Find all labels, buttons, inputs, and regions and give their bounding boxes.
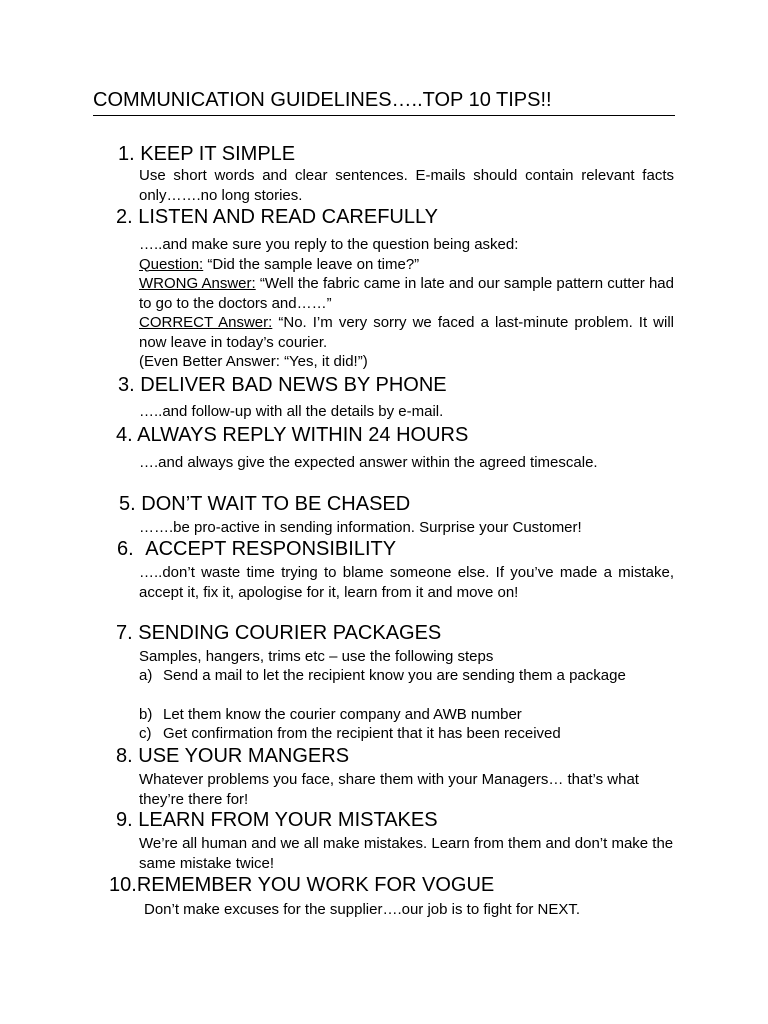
tip-2-intro: …..and make sure you reply to the question being asked: [139,236,519,253]
tip-9-title: LEARN FROM YOUR MISTAKES [138,809,438,831]
tip-3-heading [118,373,447,397]
tip-4-number: 4. [116,424,133,446]
wrong-answer-label: WRONG Answer: [139,275,256,292]
tip-9-number: 9. [116,809,133,831]
tip-5-heading [119,492,410,516]
tip-10-heading [109,873,494,897]
tip-1-number: 1. [118,143,135,165]
tip-6-body: …..don’t waste time trying to blame someone else. If you’ve made a mistake, accept it, fix it, apologise for it, learn from it and move on! [139,564,674,601]
tip-8-number: 8. [116,745,133,767]
tip-7-step-c [139,724,674,744]
tip-4-title: ALWAYS REPLY WITHIN 24 HOURS [137,424,469,446]
step-a-label: a) [139,667,153,684]
tip-1-heading [118,142,295,166]
tip-7-heading [116,621,441,645]
tip-7-title: SENDING COURIER PACKAGES [138,622,442,644]
tip-3-body: …..and follow-up with all the details by e-mail. [139,403,444,420]
tip-7-step-b [139,705,674,725]
tip-5-body: …….be pro-active in sending information. Surprise your Customer! [139,519,582,536]
tip-9-body: We’re all human and we all make mistakes. Learn from them and don’t make the same mistake twice! [139,835,674,872]
tip-10-title: REMEMBER YOU WORK FOR VOGUE [136,874,495,896]
document-title: COMMUNICATION GUIDELINES…..TOP 10 TIPS!! [93,89,552,111]
tip-7-intro: Samples, hangers, trims etc – use the following steps [139,648,494,665]
tip-6-title: ACCEPT RESPONSIBILITY [145,538,397,560]
step-a-text: Send a mail to let the recipient know you are sending them a package [163,667,626,684]
tip-2-number: 2. [116,206,133,228]
tip-5-title: DON’T WAIT TO BE CHASED [141,493,411,515]
correct-answer-label: CORRECT Answer: [139,314,273,331]
tip-3-title: DELIVER BAD NEWS BY PHONE [140,374,447,396]
question-label: Question: [139,255,204,273]
tip-7-step-a [139,666,674,686]
tip-10-body: Don’t make excuses for the supplier….our job is to fight for NEXT. [144,901,581,918]
tip-8-title: USE YOUR MANGERS [138,745,350,767]
tip-1-title: KEEP IT SIMPLE [140,143,296,165]
tip-2-body [139,235,674,372]
tip-4-body: ….and always give the expected answer within the agreed timescale. [139,454,598,471]
tip-6-number: 6. [117,538,134,560]
tip-10-number: 10. [109,874,137,896]
tip-2-heading [116,205,438,229]
tip-2-correct-answer [139,313,674,352]
title-underline [93,115,675,116]
question-text: “Did the sample leave on time?” [207,255,420,273]
tip-7-number: 7. [116,622,133,644]
tip-2-title: LISTEN AND READ CAREFULLY [138,206,438,228]
step-b-text: Let them know the courier company and AWB number [163,706,522,723]
tip-2-question [139,255,674,275]
tip-9-heading [116,808,438,832]
tip-2-better-answer: (Even Better Answer: “Yes, it did!”) [139,353,368,370]
step-c-text: Get confirmation from the recipient that it has been received [163,725,561,742]
tip-6-heading [117,537,396,561]
tip-4-heading [116,423,468,447]
step-c-label: c) [139,725,152,742]
correct-answer-text: “No. I’m very sorry we faced a last-minute problem. It will now leave in today’s courier. [139,314,675,351]
tip-2-wrong-answer [139,274,674,313]
wrong-answer-text: “Well the fabric came in late and our sample pattern cutter had to go to the doctors and……” [139,275,674,312]
tip-8-heading [116,744,349,768]
tip-1-body: Use short words and clear sentences. E-mails should contain relevant facts only…….no long stories. [139,167,674,204]
tip-5-number: 5. [119,493,136,515]
tip-3-number: 3. [118,374,135,396]
step-b-label: b) [139,706,153,723]
tip-8-body: Whatever problems you face, share them with your Managers… that’s what they’re there for! [139,771,639,808]
